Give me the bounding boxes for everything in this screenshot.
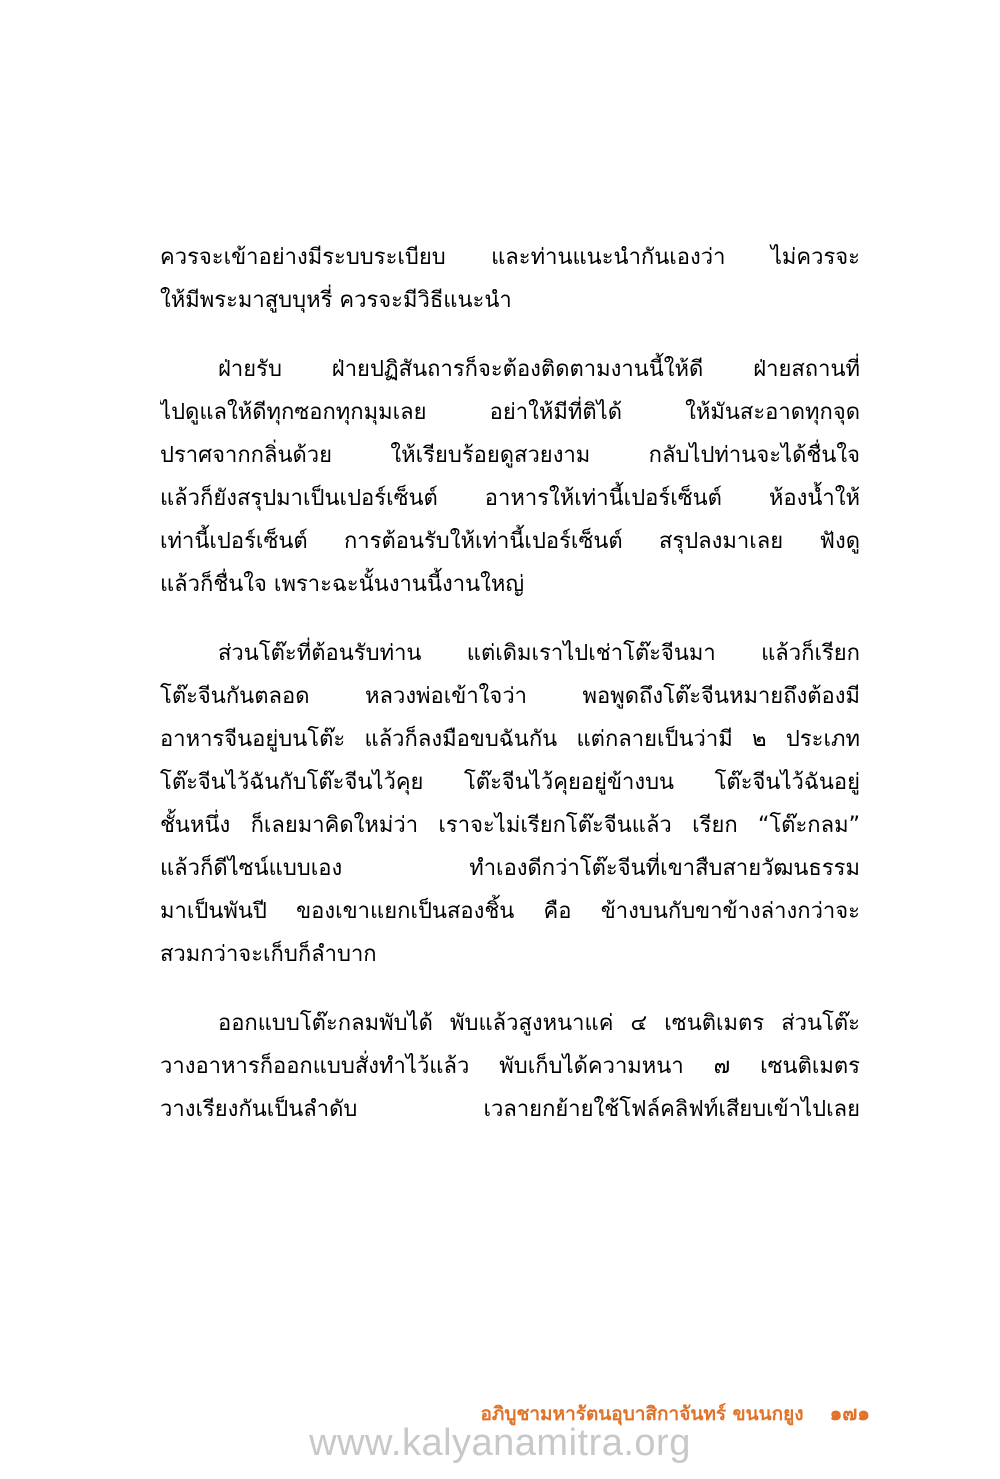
text-line: มาเป็นพันปี ของเขาแยกเป็นสองชิ้น คือ ข้างบนกับขาข้างล่างกว่าจะ bbox=[160, 899, 860, 924]
text-line: ส่วนโต๊ะที่ต้อนรับท่าน แต่เดิมเราไปเช่าโต๊ะจีนมา แล้วก็เรียก bbox=[218, 641, 860, 666]
text-line: ออกแบบโต๊ะกลมพับได้ พับแล้วสูงหนาแค่ ๔ เซนติเมตร ส่วนโต๊ะ bbox=[218, 1011, 860, 1036]
text-line: ไปดูแลให้ดีทุกซอกทุกมุมเลย อย่าให้มีที่ติได้ ให้มันสะอาดทุกจุด bbox=[160, 400, 860, 425]
text-line: แล้วก็ยังสรุปมาเป็นเปอร์เซ็นต์ อาหารให้เท่านี้เปอร์เซ็นต์ ห้องน้ำให้ bbox=[160, 486, 860, 511]
watermark: www.kalyanamitra.org bbox=[309, 1422, 691, 1464]
text-line: ปราศจากกลิ่นด้วย ให้เรียบร้อยดูสวยงาม กลับไปท่านจะได้ชื่นใจ bbox=[160, 443, 860, 468]
text-line: ให้มีพระมาสูบบุหรี่ ควรจะมีวิธีแนะนำ bbox=[160, 288, 512, 313]
book-title: อภิบูชามหารัตนอุบาสิกาจันทร์ ขนนกยูง bbox=[480, 1403, 804, 1425]
text-line: วางเรียงกันเป็นลำดับ เวลายกย้ายใช้โฟล์คลิฟท์เสียบเข้าไปเลย bbox=[160, 1097, 860, 1122]
page-number: ๑๗๑ bbox=[829, 1401, 870, 1425]
paragraph-4 bbox=[160, 1002, 860, 1131]
paragraph-2 bbox=[160, 348, 860, 606]
text-line: สวมกว่าจะเก็บก็ลำบาก bbox=[160, 942, 377, 967]
text-line: โต๊ะจีนไว้ฉันกับโต๊ะจีนไว้คุย โต๊ะจีนไว้คุยอยู่ข้างบน โต๊ะจีนไว้ฉันอยู่ bbox=[160, 770, 860, 795]
text-line: ควรจะเข้าอย่างมีระบบระเบียบ และท่านแนะนำกันเองว่า ไม่ควรจะ bbox=[160, 245, 860, 270]
paragraph-1 bbox=[160, 236, 860, 322]
text-line: ฝ่ายรับ ฝ่ายปฏิสันถารก็จะต้องติดตามงานนี้ให้ดี ฝ่ายสถานที่ bbox=[218, 357, 860, 382]
text-line: แล้วก็ดีไซน์แบบเอง ทำเองดีกว่าโต๊ะจีนที่เขาสืบสายวัฒนธรรม bbox=[160, 856, 860, 881]
text-line: ชั้นหนึ่ง ก็เลยมาคิดใหม่ว่า เราจะไม่เรียกโต๊ะจีนแล้ว เรียก “โต๊ะกลม” bbox=[160, 813, 860, 838]
text-line: อาหารจีนอยู่บนโต๊ะ แล้วก็ลงมือขบฉันกัน แต่กลายเป็นว่ามี ๒ ประเภท bbox=[160, 727, 860, 752]
paragraph-3 bbox=[160, 632, 860, 976]
text-line: โต๊ะจีนกันตลอด หลวงพ่อเข้าใจว่า พอพูดถึงโต๊ะจีนหมายถึงต้องมี bbox=[160, 684, 860, 709]
text-line: วางอาหารก็ออกแบบสั่งทำไว้แล้ว พับเก็บได้ความหนา ๗ เซนติเมตร bbox=[160, 1054, 860, 1079]
text-line: เท่านี้เปอร์เซ็นต์ การต้อนรับให้เท่านี้เปอร์เซ็นต์ สรุปลงมาเลย ฟังดู bbox=[160, 529, 860, 554]
text-line: แล้วก็ชื่นใจ เพราะฉะนั้นงานนี้งานใหญ่ bbox=[160, 572, 525, 597]
body-text bbox=[160, 236, 860, 1157]
